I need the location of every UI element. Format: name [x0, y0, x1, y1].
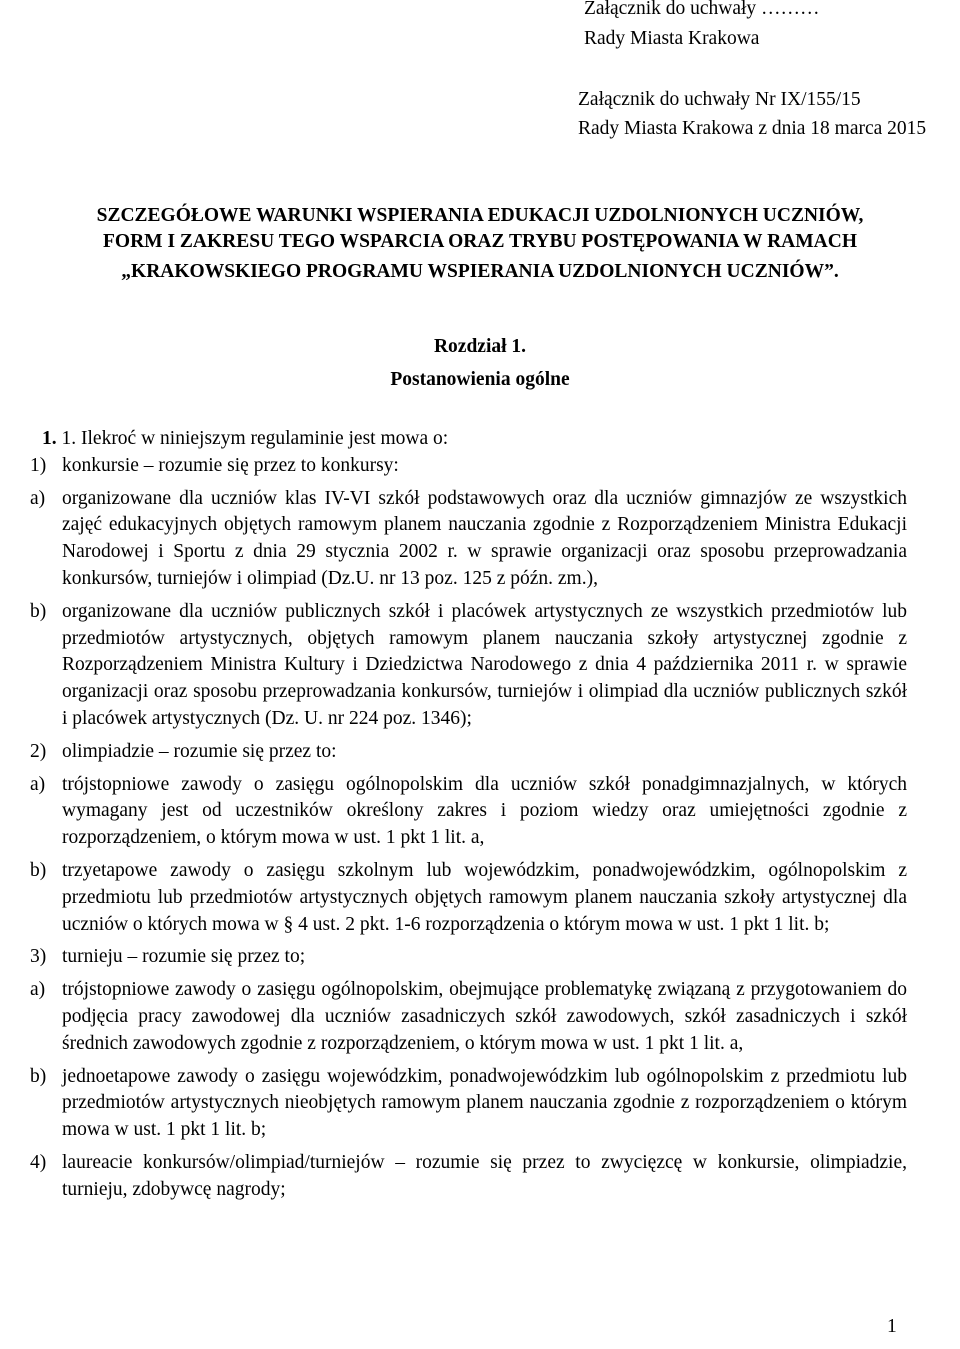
chapter-name: Postanowienia ogólne [390, 369, 570, 390]
header-line-4: Rady Miasta Krakowa z dnia 18 marca 2015 [578, 118, 927, 139]
sub-item-label: b) [30, 600, 47, 622]
sub-item-label: b) [30, 859, 47, 881]
header-line-3: Załącznik do uchwały Nr IX/155/15 [578, 89, 861, 110]
sub-item-text: trójstopniowe zawody o zasięgu ogólnopolskim dla uczniów szkół ponadgimnazjalnych, w których wymagany jest od uczestników określony zakres i poziom wiedzy oraz umiejętności zgodnie z rozporządzeniem, o którym mowa w ust. 1 pkt 1 lit. a, [62, 773, 907, 849]
clause-label: 1. [61, 428, 77, 449]
sub-item [30, 599, 907, 733]
sub-item-label: a) [30, 773, 46, 795]
sub-item [30, 858, 907, 938]
sub-item-label: a) [30, 979, 46, 1001]
document-body [30, 426, 907, 1210]
page-number: 1 [887, 1316, 897, 1337]
definition-item [30, 453, 907, 480]
definition-text: olimpiadzie – rozumie się przez to: [62, 740, 337, 762]
definition-number: 3) [30, 946, 47, 968]
title-line-1: SZCZEGÓŁOWE WARUNKI WSPIERANIA EDUKACJI UZDOLNIONYCH UCZNIÓW, [96, 205, 864, 226]
sub-item-text: jednoetapowe zawody o zasięgu wojewódzkim, ponadwojewódzkim lub ogólnopolskim z przedmiotu lub przedmiotów artystycznych nieobjętych ramowym planem nauczania zgodnie z rozporządzeniem o którym mowa w ust. 1 pkt 1 lit. b; [62, 1065, 907, 1141]
definition-text: laureacie konkursów/olimpiad/turniejów – rozumie się przez to zwycięzcę w konkursie, olimpiadzie, turnieju, zdobywcę nagrody; [62, 1151, 907, 1200]
sub-item-text: organizowane dla uczniów publicznych szkół i placówek artystycznych ze wszystkich przedmiotów lub przedmiotów artystycznych, objętych ramowym planem nauczania szkoły artystycznej zgodnie z Rozporządzeniem Ministra Kultury i Dziedzictwa Narodowego z dnia 4 października 2011 r. w sprawie organizacji oraz sposobu przeprowadzania konkursów, turniejów i olimpiad dla uczniów publicznych szkół i placówek artystycznych (Dz. U. nr 224 poz. 1346); [62, 600, 907, 729]
definition-item [30, 739, 907, 766]
sub-item [30, 486, 907, 593]
sub-item-label: a) [30, 487, 46, 509]
sub-item-text: trójstopniowe zawody o zasięgu ogólnopolskim, obejmujące problematykę związaną z przygotowaniem do podjęcia pracy zawodowej dla uczniów zasadniczych szkół zawodowych, szkół zasadniczych i szkół średnich zawodowych zgodnie z rozporządzeniem, o którym mowa w ust. 1 pkt 1 lit. a, [62, 979, 907, 1054]
document-title [0, 203, 960, 285]
sub-item [30, 1064, 907, 1144]
header-line-1: Załącznik do uchwały ……… [584, 0, 820, 19]
sub-item-text: trzyetapowe zawody o zasięgu szkolnym lub wojewódzkim, ponadwojewódzkim, ogólnopolskim z przedmiotu lub przedmiotów artystycznych objętych ramowym planem nauczania szkoły artystycznej dla uczniów o których mowa w § 4 ust. 2 pkt. 1-6 rozporządzenia o którym mowa w ust. 1 pkt 1 lit. b; [62, 859, 907, 935]
definition-number: 2) [30, 740, 47, 762]
sub-item [30, 772, 907, 852]
sub-item [30, 977, 907, 1057]
definition-item [30, 1150, 907, 1204]
definition-number: 4) [30, 1151, 47, 1173]
definition-text: konkursie – rozumie się przez to konkursy: [62, 454, 399, 476]
definition-item [30, 944, 907, 971]
definition-number: 1) [30, 454, 47, 476]
sub-item-label: b) [30, 1065, 47, 1087]
title-line-2: FORM I ZAKRESU TEGO WSPARCIA ORAZ TRYBU POSTĘPOWANIA W RAMACH [103, 231, 857, 252]
sub-item-text: organizowane dla uczniów klas IV-VI szkół podstawowych oraz dla uczniów gimnazjów ze wszystkich zajęć edukacyjnych objętych ramowym planem nauczania zgodnie z Rozporządzeniem Ministra Edukacji Narodowej i Sportu z dnia 29 stycznia 2002 r. w sprawie organizacji oraz sposobu przeprowadzania konkursów, turniejów i olimpiad (Dz.U. nr 13 poz. 125 z późn. zm.), [62, 487, 907, 589]
chapter-number: Rozdział 1. [433, 336, 527, 357]
section-intro [30, 426, 907, 453]
paragraph-label: 1. [42, 428, 57, 449]
definitions-list [30, 453, 907, 1210]
title-line-3: „KRAKOWSKIEGO PROGRAMU WSPIERANIA UZDOLNIONYCH UCZNIÓW”. [121, 261, 839, 282]
section-intro-text: Ilekroć w niniejszym regulaminie jest mowa o: [81, 428, 449, 449]
definition-text: turnieju – rozumie się przez to; [62, 946, 306, 968]
header-line-2: Rady Miasta Krakowa [584, 28, 760, 49]
